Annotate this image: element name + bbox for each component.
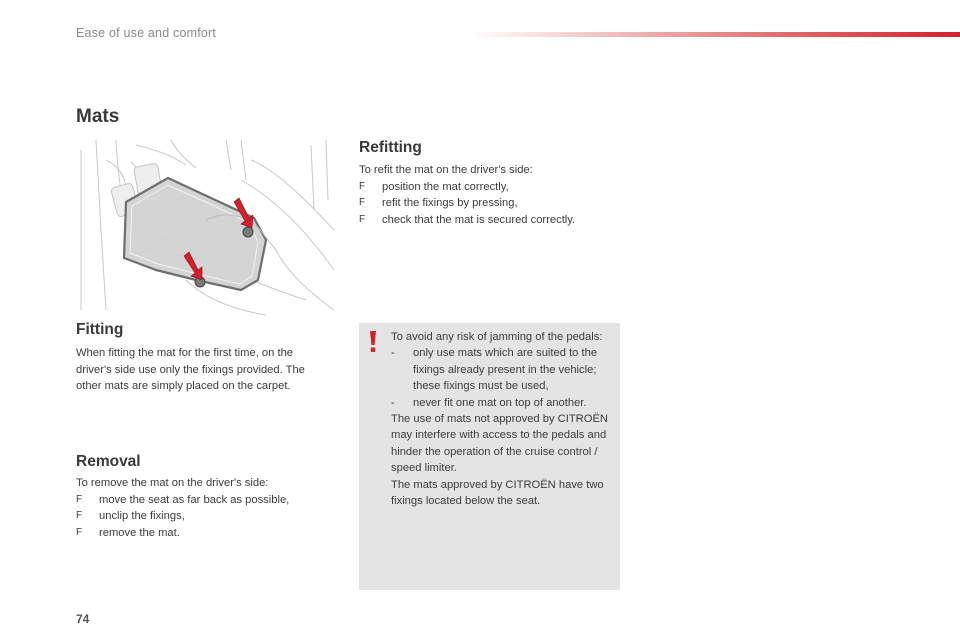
page-title: Mats [76,106,120,127]
warning-item-text: never fit one mat on top of another. [413,396,587,409]
removal-step [76,492,336,509]
refitting-step-text: check that the mat is secured correctly. [382,213,576,226]
removal-step [76,525,336,542]
bullet-icon: F [76,510,83,521]
exclamation-warning-icon [366,331,380,353]
refitting-step [359,195,619,212]
warning-item-text: only use mats which are suited to the fixings already present in the vehicle; these fixings must be used, [413,347,598,393]
removal-step-text: remove the mat. [99,526,180,539]
mat-fixing-illustration [76,140,336,317]
removal-instructions [76,475,336,541]
refitting-heading: Refitting [359,139,422,156]
bullet-icon: F [76,526,83,538]
removal-step-text: unclip the fixings, [99,510,185,522]
refitting-step [359,179,619,196]
bullet-icon: F [359,197,366,208]
refitting-intro: To refit the mat on the driver's side: [359,164,533,176]
section-header-title: Ease of use and comfort [76,26,217,40]
refitting-step-text: position the mat correctly, [382,180,509,193]
warning-note-fixings: The mats approved by CITROËN have two fixings located below the seat. [391,478,604,508]
warning-intro: To avoid any risk of jamming of the pedals: [391,331,603,343]
bullet-icon: F [76,493,83,505]
dash-marker: - [391,347,395,360]
header-accent-bar [470,32,960,37]
warning-text [391,329,615,509]
removal-intro: To remove the mat on the driver's side: [76,477,269,489]
bullet-icon: F [359,180,366,192]
warning-note-approval: The use of mats not approved by CITROËN may interfere with access to the pedals and hinder the operation of the cruise control / speed limiter. [391,413,609,475]
warning-item [391,395,615,411]
refitting-step [359,212,619,229]
warning-item [391,345,615,394]
refitting-instructions [359,162,619,228]
removal-step-text: move the seat as far back as possible, [99,493,290,506]
bullet-icon: F [359,213,366,225]
page-number: 74 [76,612,90,626]
fitting-heading: Fitting [76,321,124,338]
dash-marker: - [391,396,395,409]
removal-step [76,508,336,525]
fitting-paragraph: When fitting the mat for the first time, on the driver's side use only the fixings provided. The other mats are simply placed on the carpet. [76,347,305,392]
refitting-step-text: refit the fixings by pressing, [382,197,518,209]
fitting-text [76,345,326,395]
removal-heading: Removal [76,453,141,470]
